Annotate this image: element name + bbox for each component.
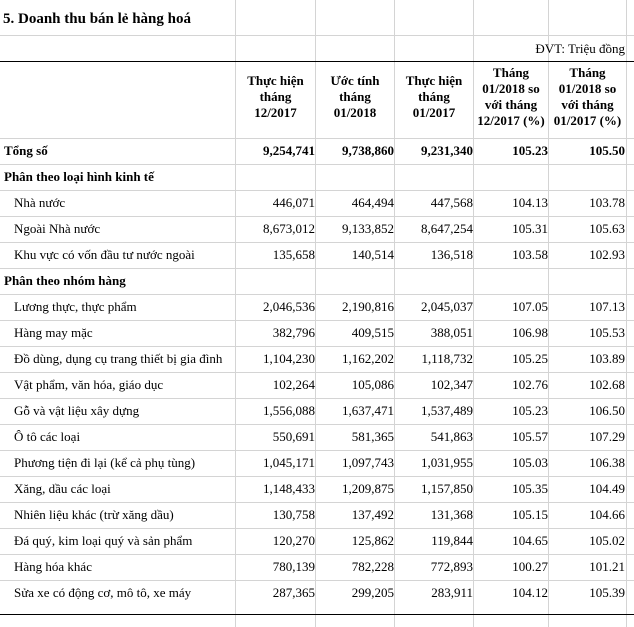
cell-value: 2,045,037: [421, 299, 473, 314]
row-label: Khu vực có vốn đầu tư nước ngoài: [14, 247, 195, 262]
cell-value: 2,190,816: [342, 299, 394, 314]
cell-value: 581,365: [351, 429, 394, 444]
cell-value: 550,691: [272, 429, 315, 444]
row-label: Vật phẩm, văn hóa, giáo dục: [14, 377, 164, 392]
table-row: [0, 580, 634, 606]
cell-value: 1,157,850: [421, 481, 473, 496]
cell-value: 541,863: [430, 429, 473, 444]
cell-value: 1,118,732: [421, 351, 473, 366]
cell-value: 1,537,489: [421, 403, 473, 418]
cell-value: 100.27: [512, 559, 548, 574]
cell-value: 104.65: [512, 533, 548, 548]
cell-value: 105,086: [351, 377, 394, 392]
cell-value: 140,514: [351, 247, 394, 262]
table-row: [0, 502, 634, 528]
cell-value: 299,205: [351, 585, 394, 600]
cell-value: 105.35: [512, 481, 548, 496]
group-heading: [0, 164, 634, 190]
cell-value: 382,796: [272, 325, 315, 340]
group-label: Phân theo loại hình kinh tế: [4, 169, 154, 184]
cell-value: 102.68: [589, 377, 625, 392]
cell-value: 137,492: [351, 507, 394, 522]
cell-value: 125,862: [351, 533, 394, 548]
header-top-border: [0, 61, 634, 62]
cell-value: 103.78: [589, 195, 625, 210]
column-header: Tháng 01/2018 so với tháng 12/2017 (%): [477, 65, 545, 128]
cell-value: 106.50: [589, 403, 625, 418]
row-label: Xăng, dầu các loại: [14, 481, 111, 496]
cell-value: 283,911: [431, 585, 473, 600]
cell-value: 8,647,254: [421, 221, 473, 236]
cell-value: 1,637,471: [342, 403, 394, 418]
table-row: [0, 424, 634, 450]
cell-value: 105.39: [589, 585, 625, 600]
cell-value: 464,494: [351, 195, 394, 210]
cell-value: 105.57: [512, 429, 548, 444]
cell-value: 105.15: [512, 507, 548, 522]
cell-value: 105.63: [589, 221, 625, 236]
cell-value: 8,673,012: [263, 221, 315, 236]
row-label: Phương tiện đi lại (kể cả phụ tùng): [14, 455, 196, 470]
cell-value: 1,104,230: [263, 351, 315, 366]
cell-value: 1,097,743: [342, 455, 394, 470]
cell-value: 105.53: [589, 325, 625, 340]
cell-value: 102,347: [430, 377, 473, 392]
row-label: Đồ dùng, dụng cụ trang thiết bị gia đình: [14, 351, 223, 366]
cell-value: 1,148,433: [263, 481, 315, 496]
table-bottom-border: [0, 614, 634, 615]
cell-value: 101.21: [589, 559, 625, 574]
cell-value: 104.12: [512, 585, 548, 600]
cell-value: 1,209,875: [342, 481, 394, 496]
cell-value: 105.23: [512, 143, 548, 158]
row-label: Nhiên liệu khác (trừ xăng dầu): [14, 507, 174, 522]
cell-value: 105.03: [512, 455, 548, 470]
row-label: Nhà nước: [14, 195, 66, 210]
cell-value: 102.93: [589, 247, 625, 262]
table-row: [0, 476, 634, 502]
row-label: Gỗ và vật liệu xây dựng: [14, 403, 140, 418]
row-label: Đá quý, kim loại quý và sản phẩm: [14, 533, 193, 548]
cell-value: 1,162,202: [342, 351, 394, 366]
table-row: [0, 372, 634, 398]
cell-value: 105.25: [512, 351, 548, 366]
cell-value: 102.76: [512, 377, 548, 392]
table-row: [0, 346, 634, 372]
cell-value: 105.31: [512, 221, 548, 236]
table-row: [0, 554, 634, 580]
table-row: [0, 294, 634, 320]
column-header: Thực hiện tháng 01/2017: [405, 73, 463, 120]
cell-value: 1,031,955: [421, 455, 473, 470]
table-row: [0, 398, 634, 424]
row-label: Ô tô các loại: [14, 429, 81, 444]
column-header: Thực hiện tháng 12/2017: [247, 73, 304, 120]
cell-value: 447,568: [430, 195, 473, 210]
row-label: Hàng hóa khác: [14, 559, 92, 574]
cell-value: 2,046,536: [263, 299, 315, 314]
cell-value: 104.66: [589, 507, 625, 522]
cell-value: 105.23: [512, 403, 548, 418]
cell-value: 105.02: [589, 533, 625, 548]
cell-value: 106.38: [589, 455, 625, 470]
cell-value: 131,368: [430, 507, 473, 522]
cell-value: 135,658: [272, 247, 315, 262]
cell-value: 119,844: [431, 533, 473, 548]
cell-value: 446,071: [272, 195, 315, 210]
row-label: Lương thực, thực phẩm: [14, 299, 137, 314]
cell-value: 9,254,741: [263, 143, 315, 158]
cell-value: 103.58: [512, 247, 548, 262]
group-label: Phân theo nhóm hàng: [4, 273, 126, 288]
column-header: Tháng 01/2018 so với tháng 01/2017 (%): [553, 65, 622, 128]
cell-value: 130,758: [272, 507, 315, 522]
cell-value: 780,139: [272, 559, 315, 574]
cell-value: 107.05: [512, 299, 548, 314]
table-row: [0, 450, 634, 476]
row-label: Tổng số: [4, 143, 48, 158]
cell-value: 104.13: [512, 195, 548, 210]
cell-value: 136,518: [430, 247, 473, 262]
cell-value: 105.50: [589, 143, 625, 158]
table-row: [0, 216, 634, 242]
table-row: [0, 242, 634, 268]
cell-value: 9,133,852: [342, 221, 394, 236]
cell-value: 104.49: [589, 481, 625, 496]
cell-value: 287,365: [272, 585, 315, 600]
cell-value: 782,228: [351, 559, 394, 574]
cell-value: 120,270: [272, 533, 315, 548]
cell-value: 9,738,860: [342, 143, 394, 158]
cell-value: 409,515: [351, 325, 394, 340]
total-row: [0, 138, 634, 164]
cell-value: 1,556,088: [263, 403, 315, 418]
table-row: [0, 320, 634, 346]
cell-value: 107.29: [589, 429, 625, 444]
table-row: [0, 190, 634, 216]
cell-value: 388,051: [430, 325, 473, 340]
cell-value: 1,045,171: [263, 455, 315, 470]
cell-value: 107.13: [589, 299, 625, 314]
column-header: Ước tính tháng 01/2018: [330, 73, 380, 120]
table-title: 5. Doanh thu bán lẻ hàng hoá: [3, 11, 191, 27]
row-label: Ngoài Nhà nước: [14, 221, 101, 236]
cell-value: 102,264: [272, 377, 315, 392]
gridline: [0, 35, 634, 36]
cell-value: 772,893: [430, 559, 473, 574]
group-heading: [0, 268, 634, 294]
row-label: Hàng may mặc: [14, 325, 93, 340]
row-label: Sửa xe có động cơ, mô tô, xe máy: [14, 585, 192, 600]
cell-value: 106.98: [512, 325, 548, 340]
table-row: [0, 528, 634, 554]
cell-value: 9,231,340: [421, 143, 473, 158]
unit-note: ĐVT: Triệu đồng: [535, 41, 625, 56]
cell-value: 103.89: [589, 351, 625, 366]
